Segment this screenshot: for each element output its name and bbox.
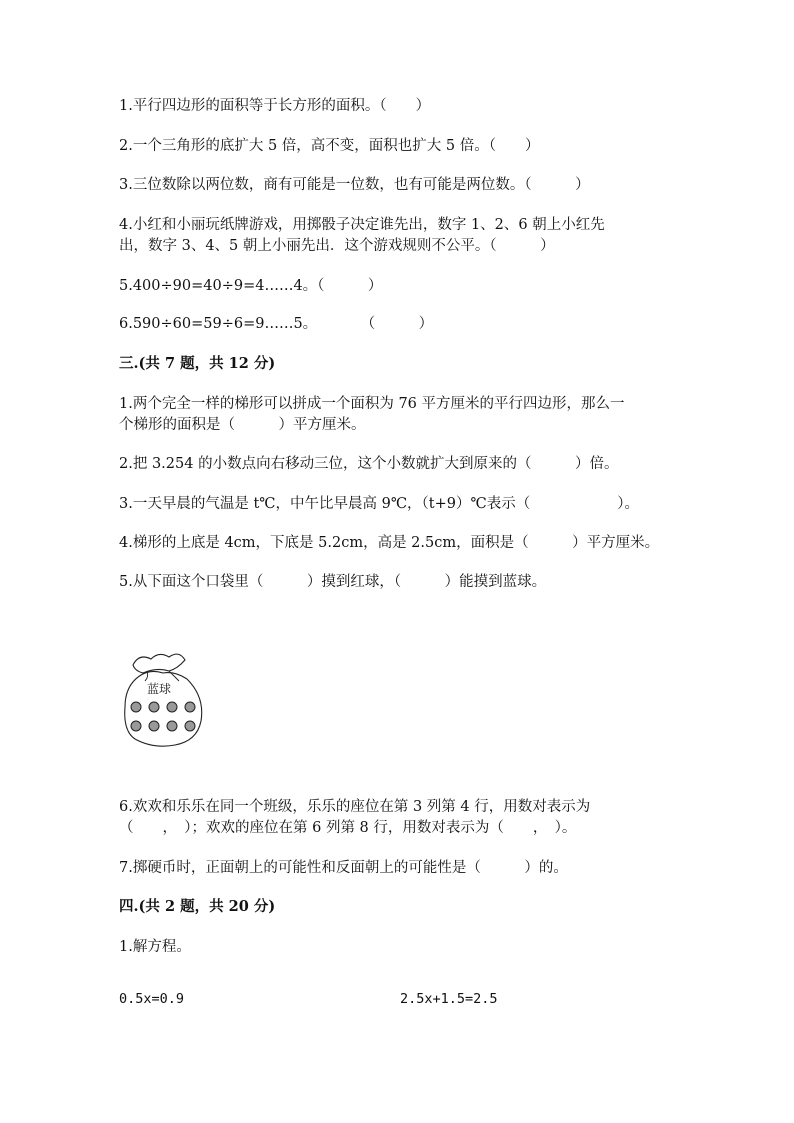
equation-1: 0.5x=0.9 (119, 990, 185, 1007)
judge-item-1: 1.平行四边形的面积等于长方形的面积。（ ） (119, 98, 431, 114)
judge-item-6: 6.590÷60=59÷6=9……5。 （ ） (119, 316, 434, 332)
ball-bag-illustration (119, 651, 209, 755)
ball-4 (185, 702, 195, 712)
ball-7 (167, 721, 177, 731)
judge-item-4-line-2: 出，数字 3、4、5 朝上小丽先出．这个游戏规则不公平。（ ） (119, 238, 555, 254)
ball-8 (185, 721, 195, 731)
fill-item-5: 5.从下面这个口袋里（ ）摸到红球，（ ）能摸到蓝球。 (119, 574, 547, 590)
section-4-title: 四.(共 2 题，共 20 分) (119, 898, 276, 915)
ball-5 (131, 721, 141, 731)
judge-item-4-line-1: 4.小红和小丽玩纸牌游戏，用掷骰子决定谁先出，数字 1、2、6 朝上小红先 (119, 217, 605, 233)
ball-6 (149, 721, 159, 731)
fill-item-2: 2.把 3.254 的小数点向右移动三位，这个小数就扩大到原来的（ ）倍。 (119, 456, 619, 472)
fill-item-3: 3.一天早晨的气温是 t℃，中午比早晨高 9℃，（t+9）℃表示（ ）。 (119, 496, 639, 512)
fill-item-1-line-1: 1.两个完全一样的梯形可以拼成一个面积为 76 平方厘米的平行四边形，那么一 (119, 396, 625, 412)
fill-item-1-line-2: 个梯形的面积是（ ）平方厘米。 (119, 417, 366, 433)
fill-item-7: 7.掷硬币时，正面朝上的可能性和反面朝上的可能性是（ ）的。 (119, 860, 568, 876)
ball-3 (167, 702, 177, 712)
section-3-title: 三.(共 7 题，共 12 分) (119, 355, 276, 372)
solve-equation-prompt: 1.解方程。 (119, 939, 191, 955)
bag-top-icon (133, 654, 185, 673)
judge-item-5: 5.400÷90=40÷9=4……4。（ ） (119, 278, 383, 294)
equation-2: 2.5x+1.5=2.5 (400, 990, 498, 1007)
judge-item-2: 2.一个三角形的底扩大 5 倍，高不变，面积也扩大 5 倍。（ ） (119, 138, 540, 154)
ball-1 (131, 702, 141, 712)
fill-item-6-line-2: （ ， ）；欢欢的座位在第 6 列第 8 行，用数对表示为（ ， ）。 (119, 820, 577, 836)
bag-icon (119, 651, 209, 751)
judge-item-3: 3.三位数除以两位数，商有可能是一位数，也有可能是两位数。（ ） (119, 177, 590, 193)
ball-2 (149, 702, 159, 712)
fill-item-4: 4.梯形的上底是 4cm，下底是 5.2cm，高是 2.5cm，面积是（ ）平方厘米。 (119, 535, 660, 551)
bag-label: 蓝球 (147, 682, 172, 696)
fill-item-6-line-1: 6.欢欢和乐乐在同一个班级，乐乐的座位在第 3 列第 4 行，用数对表示为 (119, 799, 591, 815)
